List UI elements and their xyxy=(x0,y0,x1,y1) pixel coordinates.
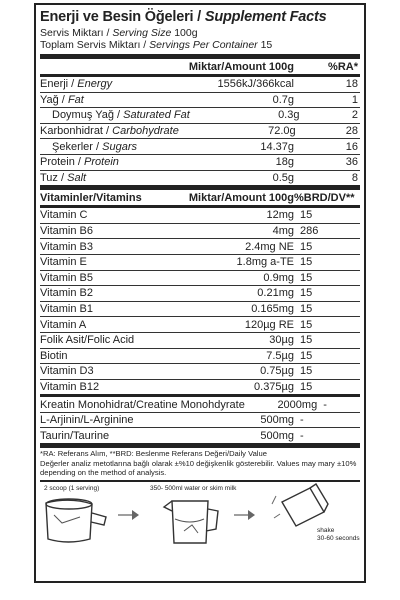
vitamin-row-amount: 12mg xyxy=(266,209,294,222)
nutrient-name-tr: Karbonhidrat / xyxy=(40,125,113,138)
nutrient-ra: 28 xyxy=(345,125,358,138)
vitamin-row xyxy=(40,270,360,286)
vitamin-row-brd: 15 xyxy=(300,318,313,331)
nutrient-amount: 0.7g xyxy=(272,93,294,106)
nutrient-row xyxy=(40,123,360,139)
vitamin-row-amount: 0.165mg xyxy=(251,303,294,316)
nutrient-name-en: Salt xyxy=(67,171,87,184)
vitamin-row xyxy=(40,285,360,301)
vitamin-row-amount: 0.21mg xyxy=(257,287,294,300)
vitamin-row-brd: 15 xyxy=(300,271,313,284)
ingredient-row xyxy=(40,397,360,412)
vitamin-row-name: Vitamin C xyxy=(40,209,88,222)
nutrients-header-ra: %RA* xyxy=(328,60,358,73)
nutrient-name-en: Saturated Fat xyxy=(123,109,190,122)
vitamin-row-name: Vitamin B6 xyxy=(40,225,93,238)
nutrient-ra: 8 xyxy=(351,171,358,184)
prep-step3-shake: shake xyxy=(317,526,335,534)
nutrient-ra: 16 xyxy=(345,140,358,153)
ingredient-row-name: L-Arjinin/L-Arginine xyxy=(40,414,134,427)
vitamin-row xyxy=(40,254,360,270)
vitamin-row-amount: 30µg xyxy=(269,334,294,347)
footnote-variance: Değerler analiz metotlarına bağlı olarak ±%10 değişkenlik gösterebilir. Values may mary ±10% xyxy=(40,458,357,468)
nutrient-amount: 0.5g xyxy=(272,171,294,184)
prep-step1-label: 2 scoop (1 serving) xyxy=(44,484,100,492)
preparation-instructions xyxy=(40,480,360,548)
vitamin-row-brd: 286 xyxy=(300,225,319,238)
vitamin-row xyxy=(40,363,360,379)
vitamin-row-amount: 0.9mg xyxy=(263,271,294,284)
nutrient-amount: 18g xyxy=(275,156,294,169)
vitamin-row-amount: 0.75µg xyxy=(260,365,294,378)
nutrients-table xyxy=(40,77,360,185)
prep-step2-label: 350- 500ml water or skim milk xyxy=(150,484,237,492)
ingredient-row-name: Taurin/Taurine xyxy=(40,429,110,442)
serving-size-en: Serving Size xyxy=(112,27,172,39)
nutrients-header xyxy=(40,59,360,74)
vitamin-row xyxy=(40,379,360,395)
vitamin-row-amount: 120µg RE xyxy=(244,318,294,331)
vitamins-header-amount: Miktar/Amount 100g xyxy=(188,191,294,204)
nutrient-name xyxy=(40,78,174,90)
prep-step3-label xyxy=(317,527,360,543)
nutrient-row xyxy=(40,107,360,123)
nutrients-header-amount: Miktar/Amount 100g xyxy=(188,60,294,73)
nutrient-row xyxy=(40,154,360,170)
vitamin-row-name: Folik Asit/Folic Acid xyxy=(40,334,135,347)
nutrient-ra: 1 xyxy=(351,93,358,106)
vitamin-row-brd: 15 xyxy=(300,209,313,222)
vitamin-row-amount: 7.5µg xyxy=(266,349,294,362)
nutrient-name-tr: Tuz / xyxy=(40,171,68,184)
vitamin-row-name: Vitamin B12 xyxy=(40,380,100,393)
panel-title xyxy=(40,8,360,27)
vitamin-row-brd: 15 xyxy=(300,380,313,393)
footnote-method: depending on the method of analysis. xyxy=(40,468,167,478)
nutrient-name-en: Protein xyxy=(84,156,119,169)
vitamin-row-amount: 2.4mg NE xyxy=(245,240,294,253)
nutrient-name-tr: Yağ / xyxy=(40,93,68,106)
pitcher-icon xyxy=(158,495,228,547)
nutrient-name-tr: Protein / xyxy=(40,156,85,169)
vitamin-row-name: Vitamin B1 xyxy=(40,303,93,316)
ingredient-row-brd: - xyxy=(300,414,304,427)
vitamin-row-brd: 15 xyxy=(300,240,313,253)
ingredient-row-amount: 500mg xyxy=(260,429,294,442)
nutrient-name-en: Energy xyxy=(77,78,113,91)
vitamin-row xyxy=(40,348,360,364)
nutrient-name xyxy=(40,156,174,168)
ingredient-row xyxy=(40,427,360,443)
nutrient-name xyxy=(40,141,174,153)
prep-step3-duration: 30-60 seconds xyxy=(317,534,360,542)
vitamins-header xyxy=(40,190,360,205)
nutrient-name xyxy=(40,125,179,137)
nutrient-name xyxy=(40,94,174,106)
vitamin-row xyxy=(40,301,360,317)
title-tr: Enerji ve Besin Öğeleri / xyxy=(40,9,205,25)
vitamin-row-amount: 1.8mg a-TE xyxy=(236,256,294,269)
vitamin-row-amount: 0.375µg xyxy=(254,380,294,393)
nutrient-name-tr: Doymuş Yağ / xyxy=(52,109,124,122)
nutrient-row xyxy=(40,77,360,92)
arrow-right-icon xyxy=(116,508,144,522)
nutrient-ra: 18 xyxy=(345,78,358,91)
nutrient-name-en: Fat xyxy=(67,93,84,106)
servings-tr: Toplam Servis Miktarı / xyxy=(40,39,150,51)
nutrient-amount: 1556kJ/366kcal xyxy=(217,78,294,91)
ingredient-row-brd: - xyxy=(323,398,327,411)
ingredient-row-amount: 500mg xyxy=(260,414,294,427)
nutrient-row xyxy=(40,170,360,186)
scoop-icon xyxy=(40,495,112,547)
footnotes xyxy=(40,449,360,478)
nutrient-name-tr: Şekerler / xyxy=(52,140,103,153)
vitamin-row-brd: 15 xyxy=(300,256,313,269)
vitamin-row xyxy=(40,316,360,332)
vitamin-row-name: Vitamin B2 xyxy=(40,287,93,300)
vitamins-header-name: Vitaminler/Vitamins xyxy=(40,191,142,204)
nutrient-row xyxy=(40,92,360,108)
nutrient-amount: 14.37g xyxy=(260,140,294,153)
serving-size-tr: Servis Miktarı / xyxy=(40,27,113,39)
vitamin-row-brd: 15 xyxy=(300,303,313,316)
nutrient-name xyxy=(40,109,190,121)
nutrient-ra: 2 xyxy=(351,109,358,122)
vitamin-row xyxy=(40,238,360,254)
serving-size xyxy=(40,27,360,39)
servings-per-container xyxy=(40,39,360,51)
vitamins-header-brd: %BRD/DV** xyxy=(294,191,355,204)
nutrient-amount: 72.0g xyxy=(268,125,296,138)
vitamin-row xyxy=(40,332,360,348)
vitamin-row-brd: 15 xyxy=(300,349,313,362)
nutrient-name xyxy=(40,172,174,184)
nutrient-name-tr: Enerji / xyxy=(40,78,78,91)
arrow-right-icon xyxy=(232,508,260,522)
vitamin-row-name: Vitamin E xyxy=(40,256,87,269)
ingredient-row-brd: - xyxy=(300,429,304,442)
ingredient-row xyxy=(40,412,360,428)
supplement-facts-panel xyxy=(34,3,366,583)
vitamin-row-name: Vitamin D3 xyxy=(40,365,94,378)
vitamins-table xyxy=(40,208,360,394)
vitamin-row-brd: 15 xyxy=(300,365,313,378)
other-ingredients-table xyxy=(40,397,360,443)
nutrient-row xyxy=(40,138,360,154)
servings-value: 15 xyxy=(257,39,273,51)
vitamin-row-name: Vitamin B5 xyxy=(40,271,93,284)
nutrient-name-en: Sugars xyxy=(102,140,137,153)
vitamin-row-brd: 15 xyxy=(300,287,313,300)
vitamin-row-name: Vitamin B3 xyxy=(40,240,93,253)
vitamin-row-brd: 15 xyxy=(300,334,313,347)
vitamin-row xyxy=(40,208,360,223)
title-en: Supplement Facts xyxy=(204,9,327,25)
vitamin-row xyxy=(40,223,360,239)
serving-size-value: 100g xyxy=(171,27,198,39)
vitamin-row-name: Vitamin A xyxy=(40,318,87,331)
nutrient-amount: 0.3g xyxy=(278,109,300,122)
thick-divider xyxy=(40,443,360,448)
vitamin-row-amount: 4mg xyxy=(272,225,294,238)
nutrient-ra: 36 xyxy=(345,156,358,169)
vitamin-row-name: Biotin xyxy=(40,349,68,362)
shaker-icon xyxy=(270,482,330,530)
nutrient-name-en: Carbohydrate xyxy=(112,125,179,138)
ingredient-row-name: Kreatin Monohidrat/Creatine Monohdyrate xyxy=(40,398,245,411)
footnote-reference: *RA: Referans Alım, **BRD: Beslenme Referans Değeri/Daily Value xyxy=(40,449,267,459)
ingredient-row-amount: 2000mg xyxy=(277,398,318,411)
servings-en: Servings Per Container xyxy=(149,39,258,51)
